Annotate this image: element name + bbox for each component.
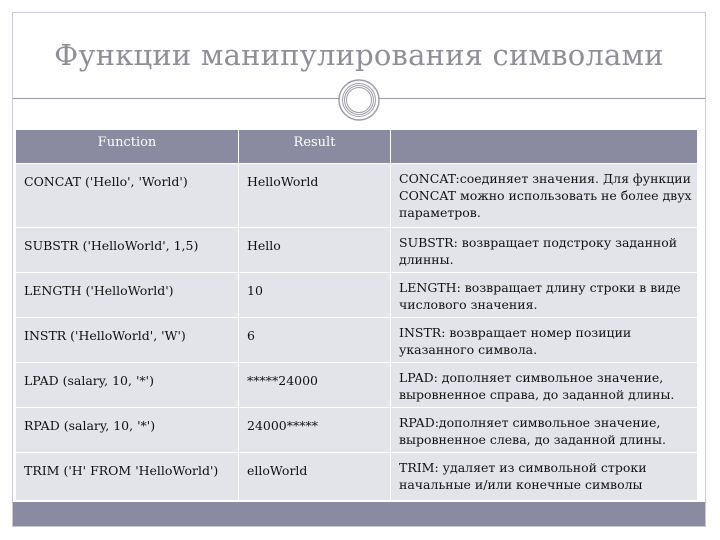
cell-result: Hello xyxy=(239,228,391,273)
table-row xyxy=(16,164,698,228)
cell-result: elloWorld xyxy=(239,453,391,501)
cell-function: TRIM ('H' FROM 'HelloWorld') xyxy=(16,453,239,501)
header-result: Result xyxy=(239,130,391,164)
header-description xyxy=(391,130,698,164)
cell-description: LPAD: дополняет символьное значение, выровненное справа, до заданной длины. xyxy=(391,363,698,408)
cell-result: 6 xyxy=(239,318,391,363)
cell-function: SUBSTR ('HelloWorld', 1,5) xyxy=(16,228,239,273)
table-row xyxy=(16,363,698,408)
functions-table xyxy=(15,129,698,501)
table-row xyxy=(16,408,698,453)
circle-ornament-icon xyxy=(337,78,381,122)
cell-result: 10 xyxy=(239,273,391,318)
cell-description: RPAD:дополняет символьное значение, выровненное слева, до заданной длины. xyxy=(391,408,698,453)
cell-result: 24000***** xyxy=(239,408,391,453)
table-row xyxy=(16,273,698,318)
cell-function: CONCAT ('Hello', 'World') xyxy=(16,164,239,228)
table-header-row xyxy=(16,130,698,164)
footer-bar xyxy=(13,502,705,526)
cell-description: CONCAT:соединяет значения. Для функции CONCAT можно использовать не более двух параметров. xyxy=(391,164,698,228)
cell-result: *****24000 xyxy=(239,363,391,408)
cell-result: HelloWorld xyxy=(239,164,391,228)
table-row xyxy=(16,453,698,501)
table-row xyxy=(16,318,698,363)
cell-description: LENGTH: возвращает длину строки в виде числового значения. xyxy=(391,273,698,318)
slide-title: Функции манипулирования символами xyxy=(54,38,664,72)
cell-function: INSTR ('HelloWorld', 'W') xyxy=(16,318,239,363)
cell-description: INSTR: возвращает номер позиции указанного символа. xyxy=(391,318,698,363)
header-function: Function xyxy=(16,130,239,164)
table-row xyxy=(16,228,698,273)
cell-function: LENGTH ('HelloWorld') xyxy=(16,273,239,318)
cell-description: TRIM: удаляет из символьной строки начальные и/или конечные символы xyxy=(391,453,698,501)
cell-description: SUBSTR: возвращает подстроку заданной длинны. xyxy=(391,228,698,273)
cell-function: LPAD (salary, 10, '*') xyxy=(16,363,239,408)
cell-function: RPAD (salary, 10, '*') xyxy=(16,408,239,453)
functions-table-container xyxy=(15,129,697,501)
